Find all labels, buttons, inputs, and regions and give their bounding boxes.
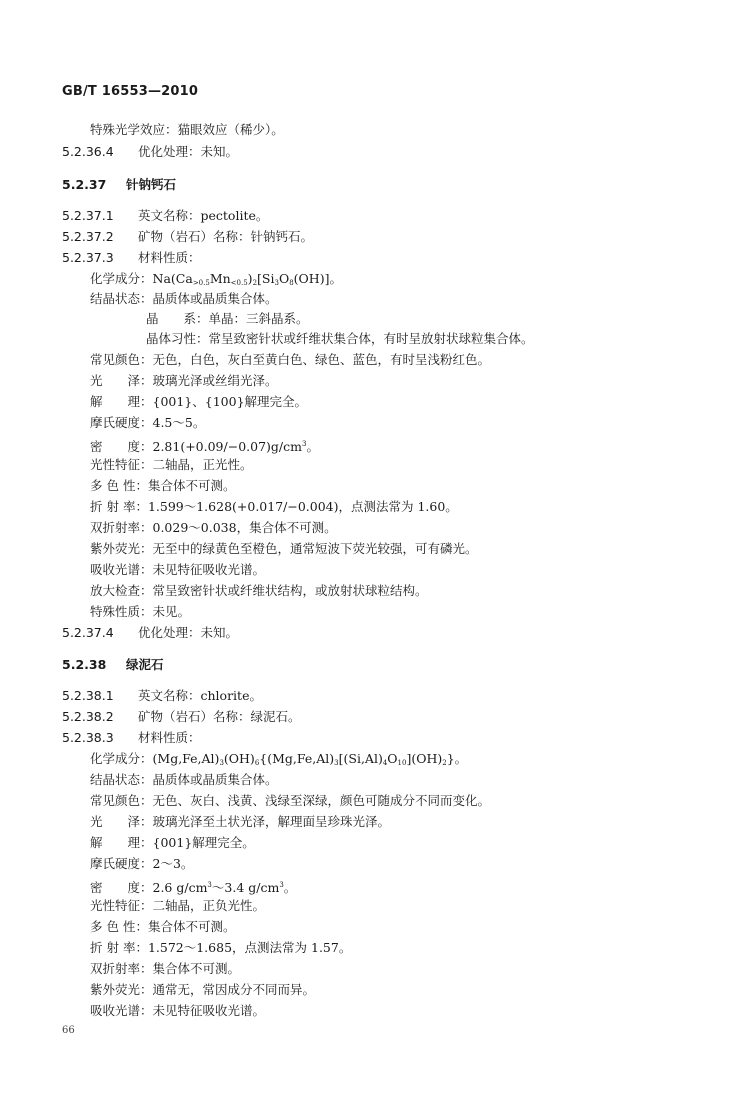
density-text: 密 度：2.81(+0.09/−0.07)g/cm <box>90 439 302 454</box>
formula-subscript: 2 <box>252 279 258 287</box>
clause-text: 英文名称：chlorite。 <box>138 688 262 703</box>
clause-text: 优化处理：未知。 <box>138 144 239 159</box>
density-superscript: 3 <box>207 881 212 889</box>
clause-number: 5.2.37.3 <box>62 250 114 265</box>
property-line: 摩氏硬度：2～3。 <box>90 856 194 871</box>
property-line: 特殊性质：未见。 <box>90 604 191 619</box>
clause-text: 英文名称：pectolite。 <box>138 208 269 223</box>
formula-part: O <box>387 751 398 766</box>
clause-number: 5.2.38.2 <box>62 709 114 724</box>
property-line: 吸收光谱：未见特征吸收光谱。 <box>90 1003 266 1018</box>
section-title: 针钠钙石 <box>126 177 177 192</box>
property-line: 解 理：{001}、{100}解理完全。 <box>90 394 308 409</box>
property-line: 放大检查：常呈致密针状或纤维状结构，或放射状球粒结构。 <box>90 583 428 598</box>
property-line: 紫外荧光：无至中的绿黄色至橙色，通常短波下荧光较强，可有磷光。 <box>90 541 478 556</box>
density-text: 。 <box>283 880 297 895</box>
property-line: 光 泽：玻璃光泽或丝绢光泽。 <box>90 373 278 388</box>
clause-line <box>62 144 238 160</box>
formula-subscript: 6 <box>254 759 260 767</box>
property-line: 解 理：{001}解理完全。 <box>90 835 255 850</box>
property-line: 晶体习性：常呈致密针状或纤维状集合体，有时呈放射状球粒集合体。 <box>146 331 534 346</box>
density-text: 。 <box>306 439 319 454</box>
clause-text: 矿物（岩石）名称：绿泥石。 <box>138 709 301 724</box>
property-line: 光性特征：二轴晶，正光性。 <box>90 457 253 472</box>
formula-subscript: 10 <box>397 759 407 767</box>
formula-part: [(Si,Al) <box>338 751 383 766</box>
property-line: 双折射率：集合体不可测。 <box>90 961 241 976</box>
formula-part: [Si <box>257 271 275 286</box>
formula-subscript: >0.5 <box>192 279 210 287</box>
formula-subscript: 3 <box>274 279 279 287</box>
formula-subscript: <0.5 <box>230 279 248 287</box>
formula-part: Na(Ca <box>152 271 193 286</box>
formula-label: 化学成分： <box>90 751 153 766</box>
section-heading <box>62 657 164 673</box>
property-line: 摩氏硬度：4.5～5。 <box>90 415 206 430</box>
clause-number: 5.2.37.4 <box>62 625 114 640</box>
clause-line <box>62 625 238 641</box>
section-number: 5.2.37 <box>62 177 107 192</box>
formula-part: (Mg,Fe,Al) <box>152 751 220 766</box>
clause-line <box>62 688 262 704</box>
property-line: 常见颜色：无色、灰白、浅黄、浅绿至深绿，颜色可随成分不同而变化。 <box>90 793 491 808</box>
clause-number: 5.2.36.4 <box>62 144 114 159</box>
property-line: 晶 系：单晶：三斜晶系。 <box>146 311 309 326</box>
chemical-formula <box>90 751 467 771</box>
property-line: 双折射率：0.029～0.038，集合体不可测。 <box>90 520 337 535</box>
property-line: 光性特征：二轴晶，正负光性。 <box>90 898 266 913</box>
section-number: 5.2.38 <box>62 657 107 672</box>
formula-subscript: 3 <box>334 759 339 767</box>
body-line: 特殊光学效应：猫眼效应（稀少）。 <box>90 122 284 137</box>
clause-line <box>62 229 313 245</box>
formula-subscript: 3 <box>219 759 224 767</box>
formula-part: ) <box>247 271 253 286</box>
formula-part: ](OH) <box>406 751 443 766</box>
property-line: 折 射 率：1.572～1.685，点测法常为 1.57。 <box>90 940 352 955</box>
clause-line <box>62 730 201 746</box>
density-line <box>90 877 296 896</box>
clause-text: 材料性质： <box>138 250 201 265</box>
formula-part: }。 <box>446 751 468 766</box>
formula-part: {(Mg,Fe,Al) <box>259 751 335 766</box>
formula-label: 化学成分： <box>90 271 153 286</box>
property-line: 光 泽：玻璃光泽至土状光泽，解理面呈珍珠光泽。 <box>90 814 391 829</box>
density-text: ～3.4 g/cm <box>211 880 280 895</box>
density-line <box>90 436 319 455</box>
formula-part: (OH) <box>223 751 255 766</box>
clause-line <box>62 250 201 266</box>
density-text: 密 度：2.6 g/cm <box>90 880 208 895</box>
standard-number: GB/T 16553—2010 <box>62 84 199 99</box>
section-title: 绿泥石 <box>126 657 164 672</box>
property-line: 多 色 性：集合体不可测。 <box>90 478 236 493</box>
formula-subscript: 2 <box>442 759 447 767</box>
property-line: 结晶状态：晶质体或晶质集合体。 <box>90 291 278 306</box>
clause-number: 5.2.38.3 <box>62 730 114 745</box>
formula-subscript: 8 <box>289 279 294 287</box>
property-line: 常见颜色：无色，白色，灰白至黄白色、绿色、蓝色，有时呈浅粉红色。 <box>90 352 491 367</box>
property-line: 结晶状态：晶质体或晶质集合体。 <box>90 772 278 787</box>
formula-part: Mn <box>209 271 231 286</box>
density-superscript: 3 <box>279 881 284 889</box>
property-line: 多 色 性：集合体不可测。 <box>90 919 236 934</box>
clause-number: 5.2.37.2 <box>62 229 114 244</box>
property-line: 紫外荧光：通常无，常因成分不同而异。 <box>90 982 316 997</box>
clause-line <box>62 208 268 224</box>
formula-subscript: 4 <box>382 759 388 767</box>
page-number: 66 <box>62 1025 75 1036</box>
clause-text: 材料性质： <box>138 730 201 745</box>
formula-part: O <box>278 271 290 286</box>
clause-number: 5.2.37.1 <box>62 208 114 223</box>
clause-line <box>62 709 301 725</box>
formula-part: (OH)]。 <box>293 271 342 286</box>
property-line: 吸收光谱：未见特征吸收光谱。 <box>90 562 266 577</box>
density-superscript: 3 <box>301 440 307 448</box>
clause-text: 矿物（岩石）名称：针钠钙石。 <box>138 229 314 244</box>
property-line: 折 射 率：1.599～1.628(+0.017/−0.004)，点测法常为 1.60。 <box>90 499 458 514</box>
clause-number: 5.2.38.1 <box>62 688 114 703</box>
chemical-formula <box>90 271 342 291</box>
section-heading <box>62 177 176 193</box>
clause-text: 优化处理：未知。 <box>138 625 239 640</box>
